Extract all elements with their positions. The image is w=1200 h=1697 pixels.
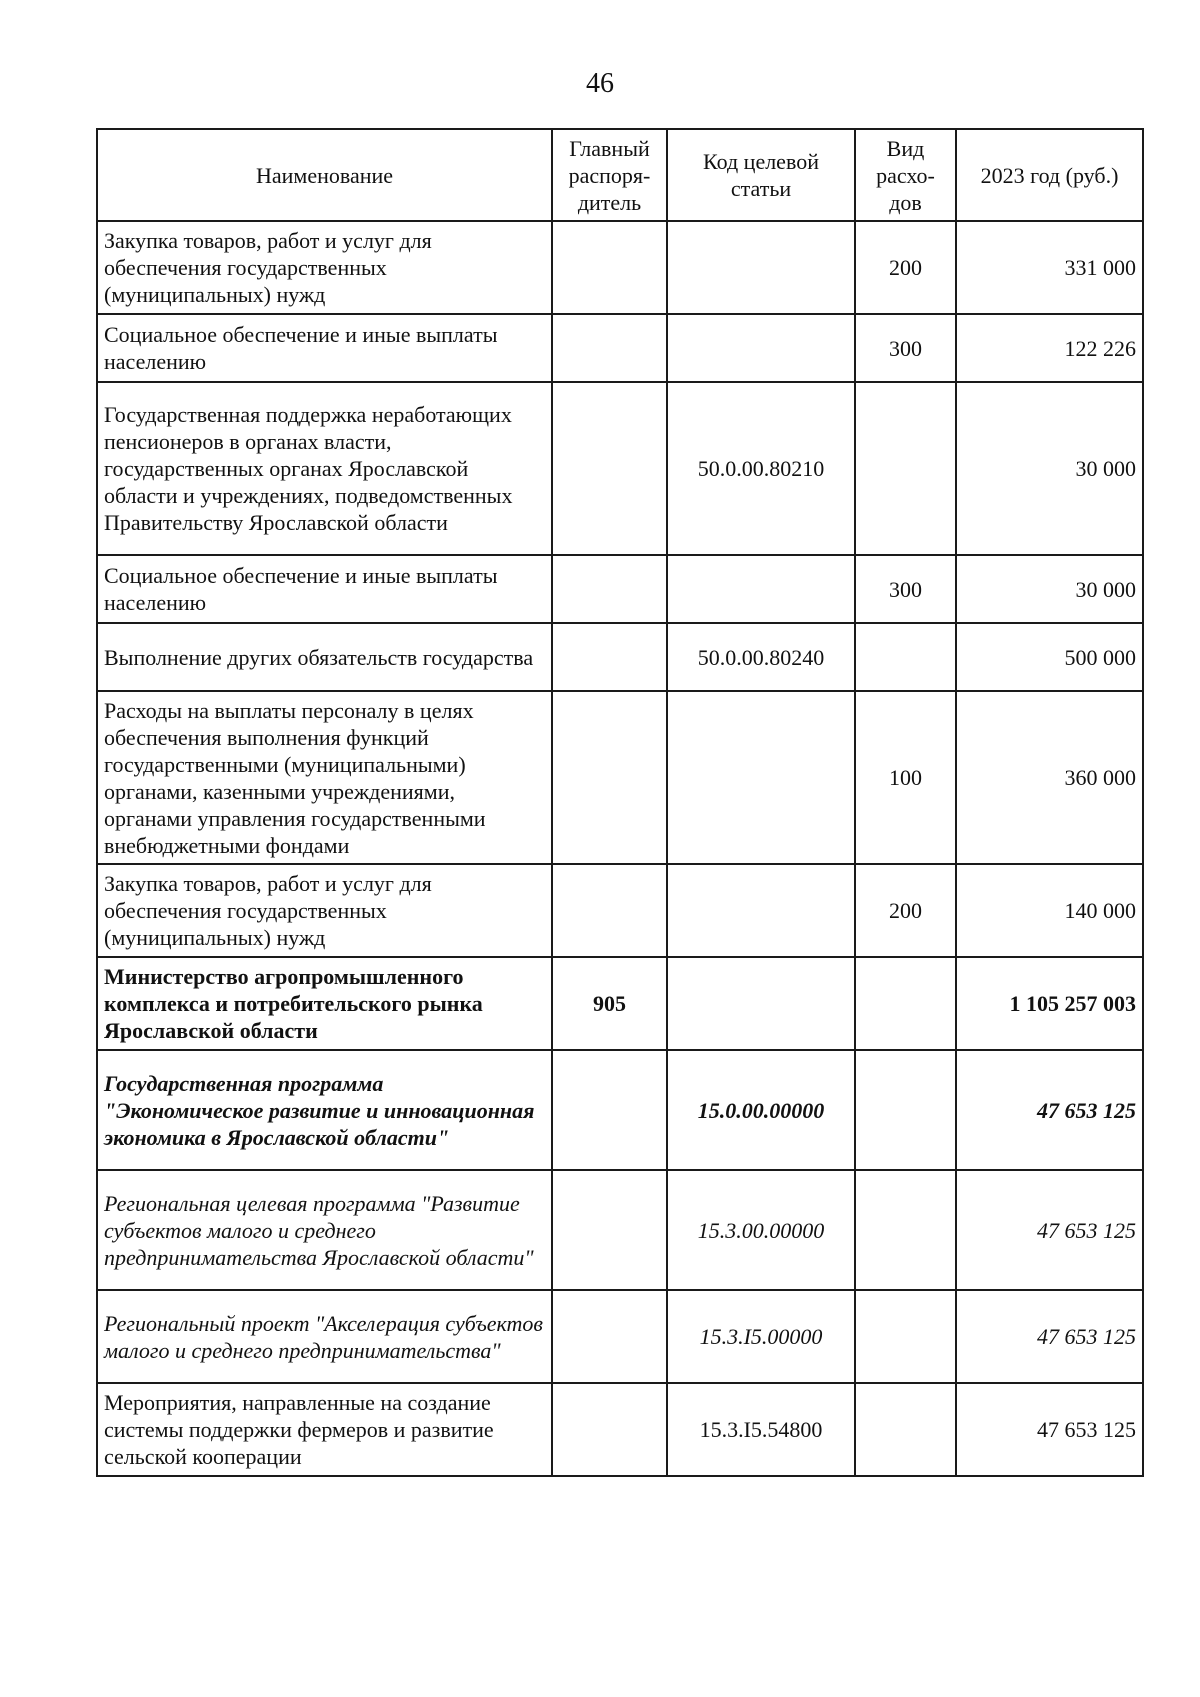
cell-kind: 200 bbox=[855, 864, 956, 957]
cell-admin bbox=[552, 1050, 667, 1170]
cell-name: Социальное обеспечение и иные выплаты населению bbox=[97, 314, 552, 382]
table-row bbox=[97, 691, 1143, 864]
table-row bbox=[97, 314, 1143, 382]
budget-table bbox=[96, 128, 1144, 1477]
table-row bbox=[97, 555, 1143, 623]
cell-kind: 100 bbox=[855, 691, 956, 864]
cell-code bbox=[667, 314, 855, 382]
cell-sum: 30 000 bbox=[956, 382, 1143, 555]
cell-kind bbox=[855, 382, 956, 555]
cell-sum: 47 653 125 bbox=[956, 1050, 1143, 1170]
cell-code: 15.3.I5.54800 bbox=[667, 1383, 855, 1476]
cell-sum: 47 653 125 bbox=[956, 1383, 1143, 1476]
header-kind: Вид расхо-дов bbox=[855, 129, 956, 221]
table-row bbox=[97, 1050, 1143, 1170]
cell-sum: 360 000 bbox=[956, 691, 1143, 864]
table-row bbox=[97, 1383, 1143, 1476]
cell-kind bbox=[855, 1290, 956, 1383]
header-code: Код целевой статьи bbox=[667, 129, 855, 221]
cell-name: Государственная поддержка неработающих пенсионеров в органах власти, государственных органах Ярославской области и учреждениях, подведомственных Правительству Ярославской области bbox=[97, 382, 552, 555]
cell-name: Закупка товаров, работ и услуг для обеспечения государственных (муниципальных) нужд bbox=[97, 864, 552, 957]
cell-name: Расходы на выплаты персоналу в целях обеспечения выполнения функций государственными (муниципальными) органами, казенными учреждениями, органами управления государственными внебюджетными фондами bbox=[97, 691, 552, 864]
cell-name: Социальное обеспечение и иные выплаты населению bbox=[97, 555, 552, 623]
cell-admin bbox=[552, 555, 667, 623]
table-row bbox=[97, 1290, 1143, 1383]
cell-kind bbox=[855, 1170, 956, 1290]
table-row bbox=[97, 382, 1143, 555]
cell-code: 15.0.00.00000 bbox=[667, 1050, 855, 1170]
cell-sum: 140 000 bbox=[956, 864, 1143, 957]
cell-code bbox=[667, 555, 855, 623]
table-row bbox=[97, 1170, 1143, 1290]
cell-name: Выполнение других обязательств государства bbox=[97, 623, 552, 691]
table-body bbox=[97, 221, 1143, 1476]
cell-name: Региональный проект "Акселерация субъектов малого и среднего предпринимательства" bbox=[97, 1290, 552, 1383]
cell-code bbox=[667, 864, 855, 957]
cell-admin bbox=[552, 623, 667, 691]
cell-name: Государственная программа "Экономическое развитие и инновационная экономика в Ярославской области" bbox=[97, 1050, 552, 1170]
cell-kind bbox=[855, 1050, 956, 1170]
cell-code: 15.3.00.00000 bbox=[667, 1170, 855, 1290]
header-sum: 2023 год (руб.) bbox=[956, 129, 1143, 221]
cell-name: Министерство агропромышленного комплекса и потребительского рынка Ярославской области bbox=[97, 957, 552, 1050]
cell-admin bbox=[552, 864, 667, 957]
table-row bbox=[97, 864, 1143, 957]
header-admin: Главный распоря-дитель bbox=[552, 129, 667, 221]
cell-sum: 122 226 bbox=[956, 314, 1143, 382]
header-name: Наименование bbox=[97, 129, 552, 221]
table-row bbox=[97, 957, 1143, 1050]
cell-sum: 500 000 bbox=[956, 623, 1143, 691]
cell-name: Закупка товаров, работ и услуг для обеспечения государственных (муниципальных) нужд bbox=[97, 221, 552, 314]
cell-kind: 300 bbox=[855, 555, 956, 623]
cell-code bbox=[667, 957, 855, 1050]
cell-code bbox=[667, 221, 855, 314]
cell-sum: 331 000 bbox=[956, 221, 1143, 314]
cell-name: Региональная целевая программа "Развитие субъектов малого и среднего предпринимательства Ярославской области" bbox=[97, 1170, 552, 1290]
cell-kind bbox=[855, 957, 956, 1050]
cell-admin bbox=[552, 314, 667, 382]
table-row bbox=[97, 623, 1143, 691]
cell-admin: 905 bbox=[552, 957, 667, 1050]
table-header-row bbox=[97, 129, 1143, 221]
cell-code: 50.0.00.80240 bbox=[667, 623, 855, 691]
cell-name: Мероприятия, направленные на создание системы поддержки фермеров и развитие сельской кооперации bbox=[97, 1383, 552, 1476]
table-row bbox=[97, 221, 1143, 314]
cell-kind bbox=[855, 623, 956, 691]
cell-admin bbox=[552, 1290, 667, 1383]
cell-sum: 30 000 bbox=[956, 555, 1143, 623]
cell-code: 15.3.I5.00000 bbox=[667, 1290, 855, 1383]
cell-admin bbox=[552, 382, 667, 555]
cell-kind: 300 bbox=[855, 314, 956, 382]
page-number: 46 bbox=[586, 68, 614, 99]
cell-admin bbox=[552, 1170, 667, 1290]
cell-kind bbox=[855, 1383, 956, 1476]
cell-code bbox=[667, 691, 855, 864]
cell-admin bbox=[552, 1383, 667, 1476]
cell-code: 50.0.00.80210 bbox=[667, 382, 855, 555]
cell-admin bbox=[552, 221, 667, 314]
cell-sum: 47 653 125 bbox=[956, 1170, 1143, 1290]
cell-sum: 1 105 257 003 bbox=[956, 957, 1143, 1050]
cell-sum: 47 653 125 bbox=[956, 1290, 1143, 1383]
cell-kind: 200 bbox=[855, 221, 956, 314]
cell-admin bbox=[552, 691, 667, 864]
